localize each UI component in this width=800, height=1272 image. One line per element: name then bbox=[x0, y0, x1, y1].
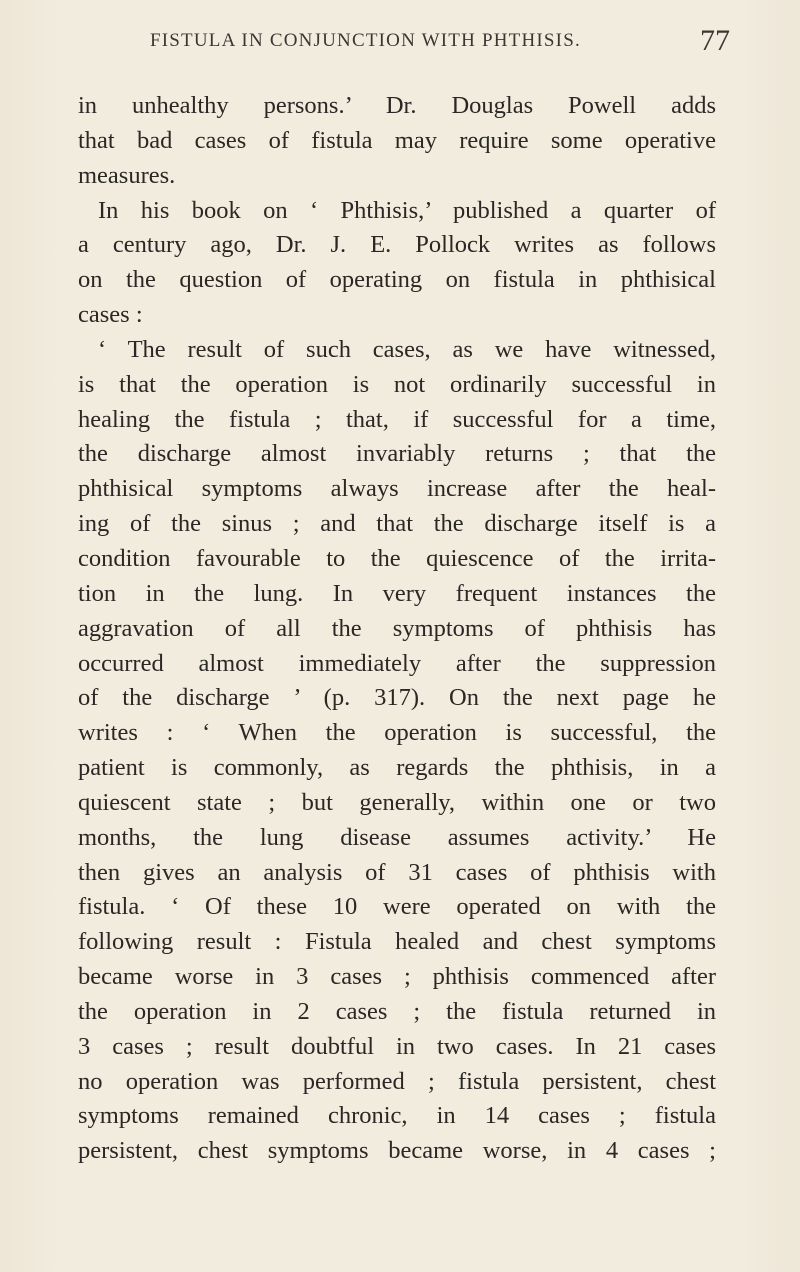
text-line: ‘ The result of such cases, as we have witnessed, bbox=[98, 335, 716, 363]
running-title: FISTULA IN CONJUNCTION WITH PHTHISIS. bbox=[150, 30, 581, 51]
text-line: is that the operation is not ordinarily successful in bbox=[78, 370, 716, 398]
text-line: writes : ‘ When the operation is successful, the bbox=[78, 719, 716, 747]
body-text bbox=[78, 89, 716, 1169]
text-line: in unhealthy persons.’ Dr. Douglas Powell adds bbox=[78, 92, 716, 119]
text-line: on the question of operating on fistula in phthisical bbox=[78, 266, 716, 294]
text-line: In his book on ‘ Phthisis,’ published a quarter of bbox=[98, 196, 716, 224]
text-line: healing the fistula ; that, if successful for a time, bbox=[78, 405, 716, 433]
text-line: condition favourable to the quiescence of the irrita- bbox=[78, 544, 716, 572]
text-line: tion in the lung. In very frequent instances the bbox=[78, 579, 716, 607]
page-number: 77 bbox=[700, 24, 730, 57]
text-line: quiescent state ; but generally, within one or two bbox=[78, 788, 716, 816]
text-line: aggravation of all the symptoms of phthisis has bbox=[78, 614, 716, 642]
text-line: persistent, chest symptoms became worse, in 4 cases ; bbox=[78, 1137, 716, 1165]
text-line: ing of the sinus ; and that the discharge itself is a bbox=[78, 510, 716, 538]
text-line: a century ago, Dr. J. E. Pollock writes as follows bbox=[78, 231, 716, 259]
text-line: cases : bbox=[78, 301, 143, 329]
text-line: no operation was performed ; fistula persistent, chest bbox=[78, 1067, 716, 1095]
text-line: measures. bbox=[78, 161, 176, 189]
text-line: patient is commonly, as regards the phthisis, in a bbox=[78, 754, 716, 782]
text-line: following result : Fistula healed and chest symptoms bbox=[78, 928, 716, 956]
text-line: became worse in 3 cases ; phthisis commenced after bbox=[78, 963, 716, 991]
text-line: symptoms remained chronic, in 14 cases ; fistula bbox=[78, 1102, 716, 1130]
text-line: fistula. ‘ Of these 10 were operated on with the bbox=[78, 893, 716, 921]
text-line: phthisical symptoms always increase after the heal- bbox=[78, 475, 716, 503]
text-line: the discharge almost invariably returns ; that the bbox=[78, 440, 716, 468]
text-line: occurred almost immediately after the suppression bbox=[78, 649, 716, 677]
running-head bbox=[150, 24, 730, 70]
text-line: that bad cases of fistula may require some operative bbox=[78, 126, 716, 154]
text-line: then gives an analysis of 31 cases of phthisis with bbox=[78, 858, 716, 886]
text-line: 3 cases ; result doubtful in two cases. In 21 cases bbox=[78, 1032, 716, 1060]
text-line: of the discharge ’ (p. 317). On the next page he bbox=[78, 684, 716, 712]
text-line: months, the lung disease assumes activity.’ He bbox=[78, 823, 716, 851]
text-line: the operation in 2 cases ; the fistula returned in bbox=[78, 997, 716, 1025]
